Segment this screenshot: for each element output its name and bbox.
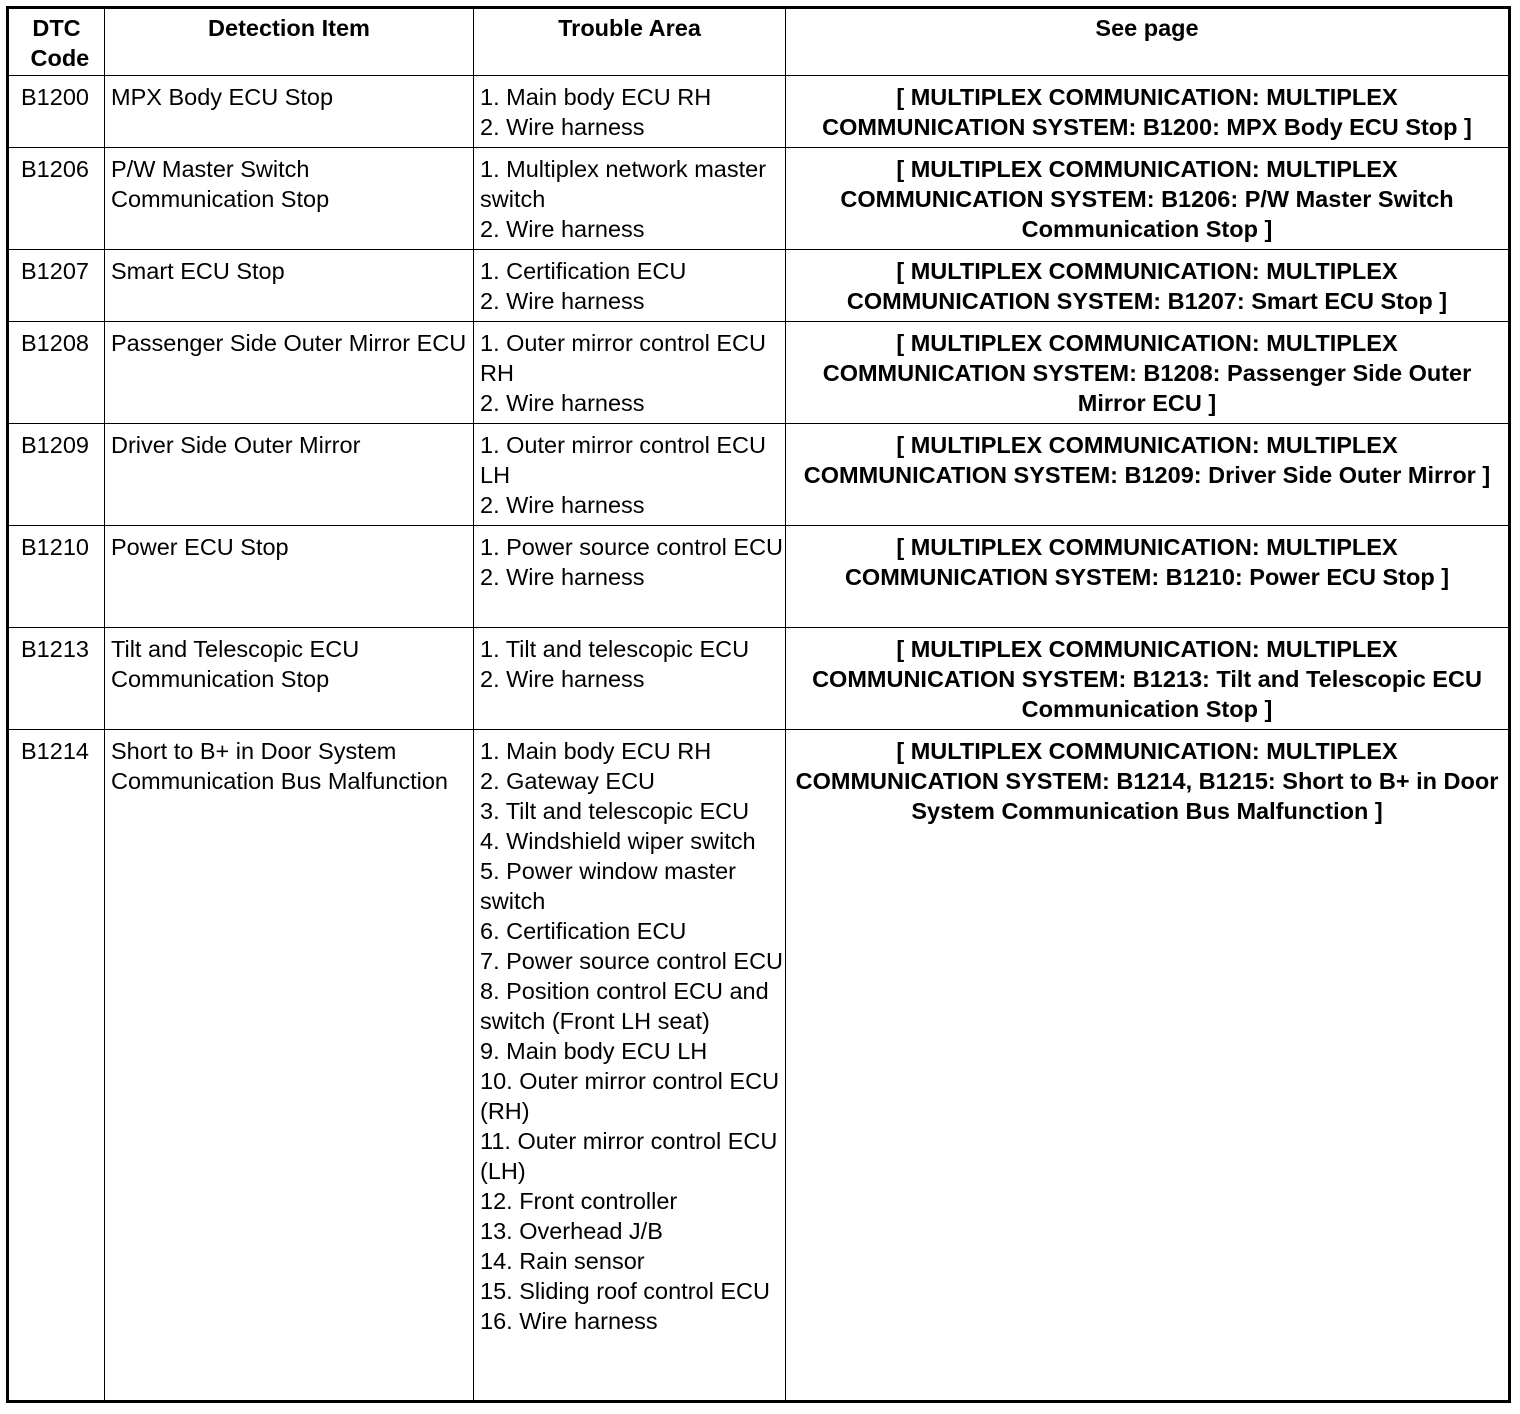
see-page-link[interactable]: [ MULTIPLEX COMMUNICATION: MULTIPLEX COMMUNICATION SYSTEM: B1214, B1215: Short to B+ in Door System Communication Bus Malfunction ] bbox=[786, 730, 1510, 1402]
trouble-area-item: 15. Sliding roof control ECU bbox=[480, 1278, 770, 1304]
trouble-area-item: 2. Wire harness bbox=[480, 288, 645, 314]
detection-item-cell: P/W Master Switch Communication Stop bbox=[105, 148, 474, 250]
trouble-area-item: 1. Certification ECU bbox=[480, 258, 687, 284]
table-row bbox=[8, 250, 1510, 322]
trouble-area-item: 7. Power source control ECU bbox=[480, 948, 784, 974]
dtc-code-cell: B1209 bbox=[8, 424, 105, 526]
trouble-area-item: 2. Wire harness bbox=[480, 492, 645, 518]
trouble-area-item: 1. Tilt and telescopic ECU bbox=[480, 636, 750, 662]
table-row bbox=[8, 76, 1510, 148]
table-row bbox=[8, 628, 1510, 730]
trouble-area-item: 6. Certification ECU bbox=[480, 918, 687, 944]
detection-item-cell: MPX Body ECU Stop bbox=[105, 76, 474, 148]
dtc-code-cell: B1214 bbox=[8, 730, 105, 1402]
trouble-area-item: 1. Power source control ECU bbox=[480, 534, 784, 560]
trouble-area-item: 2. Gateway ECU bbox=[480, 768, 656, 794]
dtc-code-cell: B1210 bbox=[8, 526, 105, 628]
trouble-area-item: 1. Outer mirror control ECU LH bbox=[480, 432, 766, 488]
detection-item-cell: Smart ECU Stop bbox=[105, 250, 474, 322]
header-see-page: See page bbox=[786, 8, 1510, 76]
see-page-link[interactable]: [ MULTIPLEX COMMUNICATION: MULTIPLEX COMMUNICATION SYSTEM: B1207: Smart ECU Stop ] bbox=[786, 250, 1510, 322]
detection-item-cell: Tilt and Telescopic ECU Communication Stop bbox=[105, 628, 474, 730]
trouble-area-item: 9. Main body ECU LH bbox=[480, 1038, 708, 1064]
trouble-area-item: 1. Main body ECU RH bbox=[480, 84, 712, 110]
dtc-code-cell: B1200 bbox=[8, 76, 105, 148]
trouble-area-item: 12. Front controller bbox=[480, 1188, 678, 1214]
trouble-area-item: 11. Outer mirror control ECU (LH) bbox=[480, 1128, 778, 1184]
table-row bbox=[8, 148, 1510, 250]
detection-item-cell: Passenger Side Outer Mirror ECU bbox=[105, 322, 474, 424]
trouble-area-cell bbox=[474, 250, 786, 322]
header-trouble-area: Trouble Area bbox=[474, 8, 786, 76]
trouble-area-item: 8. Position control ECU and switch (Front LH seat) bbox=[480, 978, 769, 1034]
header-dtc-code bbox=[8, 8, 105, 76]
trouble-area-cell bbox=[474, 322, 786, 424]
table-row bbox=[8, 424, 1510, 526]
dtc-code-cell: B1206 bbox=[8, 148, 105, 250]
header-dtc-code-text: DTC Code bbox=[30, 15, 90, 71]
header-detection-item: Detection Item bbox=[105, 8, 474, 76]
trouble-area-item: 2. Wire harness bbox=[480, 564, 645, 590]
see-page-link[interactable]: [ MULTIPLEX COMMUNICATION: MULTIPLEX COMMUNICATION SYSTEM: B1210: Power ECU Stop ] bbox=[786, 526, 1510, 628]
trouble-area-item: 2. Wire harness bbox=[480, 216, 645, 242]
trouble-area-item: 14. Rain sensor bbox=[480, 1248, 645, 1274]
trouble-area-item: 16. Wire harness bbox=[480, 1308, 658, 1334]
detection-item-cell: Short to B+ in Door System Communication Bus Malfunction bbox=[105, 730, 474, 1402]
dtc-code-cell: B1208 bbox=[8, 322, 105, 424]
dtc-table bbox=[6, 6, 1511, 1403]
detection-item-cell: Power ECU Stop bbox=[105, 526, 474, 628]
trouble-area-cell bbox=[474, 730, 786, 1402]
trouble-area-item: 1. Outer mirror control ECU RH bbox=[480, 330, 766, 386]
trouble-area-item: 2. Wire harness bbox=[480, 114, 645, 140]
trouble-area-item: 1. Multiplex network master switch bbox=[480, 156, 767, 212]
see-page-link[interactable]: [ MULTIPLEX COMMUNICATION: MULTIPLEX COMMUNICATION SYSTEM: B1200: MPX Body ECU Stop ] bbox=[786, 76, 1510, 148]
trouble-area-cell bbox=[474, 526, 786, 628]
trouble-area-cell bbox=[474, 628, 786, 730]
trouble-area-cell bbox=[474, 424, 786, 526]
header-row bbox=[8, 8, 1510, 76]
trouble-area-item: 10. Outer mirror control ECU (RH) bbox=[480, 1068, 780, 1124]
table-row bbox=[8, 526, 1510, 628]
dtc-code-cell: B1213 bbox=[8, 628, 105, 730]
see-page-link[interactable]: [ MULTIPLEX COMMUNICATION: MULTIPLEX COMMUNICATION SYSTEM: B1213: Tilt and Telescopic ECU Communication Stop ] bbox=[786, 628, 1510, 730]
see-page-link[interactable]: [ MULTIPLEX COMMUNICATION: MULTIPLEX COMMUNICATION SYSTEM: B1208: Passenger Side Outer Mirror ECU ] bbox=[786, 322, 1510, 424]
see-page-link[interactable]: [ MULTIPLEX COMMUNICATION: MULTIPLEX COMMUNICATION SYSTEM: B1209: Driver Side Outer Mirror ] bbox=[786, 424, 1510, 526]
dtc-code-cell: B1207 bbox=[8, 250, 105, 322]
trouble-area-item: 2. Wire harness bbox=[480, 390, 645, 416]
table-row bbox=[8, 322, 1510, 424]
trouble-area-item: 13. Overhead J/B bbox=[480, 1218, 663, 1244]
see-page-link[interactable]: [ MULTIPLEX COMMUNICATION: MULTIPLEX COMMUNICATION SYSTEM: B1206: P/W Master Switch Communication Stop ] bbox=[786, 148, 1510, 250]
trouble-area-item: 2. Wire harness bbox=[480, 666, 645, 692]
table-body bbox=[8, 76, 1510, 1402]
trouble-area-cell bbox=[474, 148, 786, 250]
table-row bbox=[8, 730, 1510, 1402]
trouble-area-item: 1. Main body ECU RH bbox=[480, 738, 712, 764]
detection-item-cell: Driver Side Outer Mirror bbox=[105, 424, 474, 526]
trouble-area-item: 4. Windshield wiper switch bbox=[480, 828, 756, 854]
trouble-area-item: 3. Tilt and telescopic ECU bbox=[480, 798, 750, 824]
trouble-area-cell bbox=[474, 76, 786, 148]
trouble-area-item: 5. Power window master switch bbox=[480, 858, 736, 914]
